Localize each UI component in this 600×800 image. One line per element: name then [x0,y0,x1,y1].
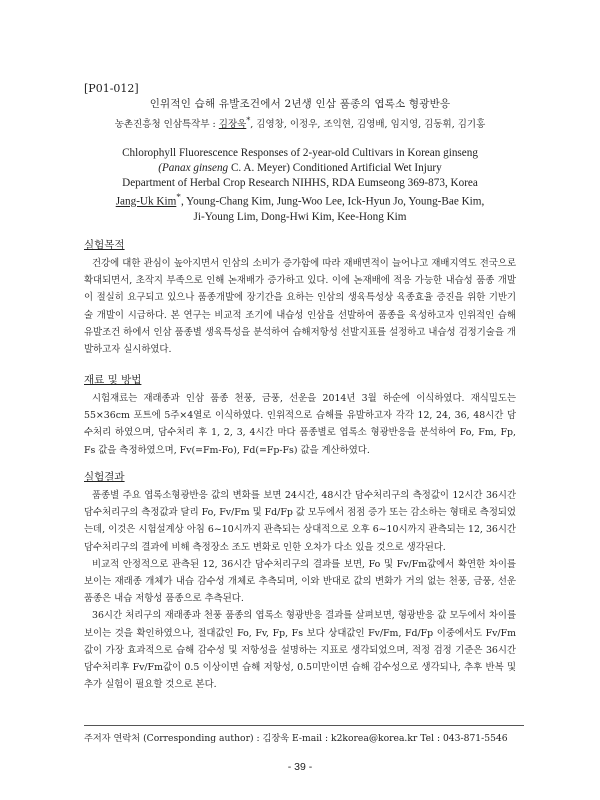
paragraph: 건강에 대한 관심이 높아지면서 인삼의 소비가 증가함에 따라 재배면적이 늘어나고 재배지역도 전국으로 확대되면서, 초작지 부족으로 인해 논재배가 증가하고 있다. 이에 논재배에 적응 가능한 내습성 품종 개발이 절실히 요구되고 있으나 품종개발에 장기간을 요하는 인삼의 생육특성상 육종효율 증진을 위한 기반기술 개발이 시급하다. 본 연구는 비교적 조기에 내습성 인삼을 선발하여 품종을 육성하고자 인위적인 습해 유발조건 하에서 인삼 품종별 생육특성을 분석하여 습해저항성 선발지표를 설정하고 내습성 검정기술을 개발하고자 실시하였다. [84,258,516,356]
corresponding-star: * [246,116,251,125]
paragraph: 품종별 주요 엽록소형광반응 값의 변화를 보면 24시간, 48시간 담수처리구의 측정값이 12시간 36시간 담수처리구의 측정값과 달리 Fo, Fv/Fm 및 Fd/Fp 값 모두에서 점점 증가 또는 감소하는 형태로 측정되었는데, 이것은 시험설계상 아침 6~10시까지 관측되는 상대적으로 오후 6~10시까지 관측되는 12, 36시간 담수처리구의 결과에 비해 측정장소 조도 변화로 인한 오차가 다소 있을 것으로 생각된다. [84,490,516,553]
section-purpose [84,237,516,358]
section-heading: 재료 및 방법 [84,374,142,386]
english-coauthors: , Young-Chang Kim, Jung-Woo Lee, Ick-Hyun Jo, Young-Bae Kim, [180,195,485,208]
korean-title: 인위적인 습해 유발조건에서 2년생 인삼 품종의 엽록소 형광반응 [149,98,451,110]
english-title-line-1: Chlorophyll Fluorescence Responses of 2-year-old Cultivars in Korean ginseng [122,147,478,159]
paragraph: 36시간 처리구의 재래종과 천풍 품종의 엽록소 형광반응 결과를 살펴보면, 형광반응 값 모두에서 차이를 보이는 것을 확인하였으나, 절대값인 Fo, Fv, Fp, Fs 보다 상대값인 Fv/Fm, Fd/Fp 이중에서도 Fv/Fm값이 가장 효과적으로 습해 감수성 및 저항성을 설명하는 지표로 생각되었으며, 적정 검정 기준은 36시간 담수처리후 Fv/Fm값이 0.5 이상이면 습해 저항성, 0.5미만이면 습해 감수성으로 생각되나, 추후 반복 및 추가 실험이 필요할 것으로 본다. [84,610,516,691]
paragraph: 비교적 안정적으로 관측된 12, 36시간 담수처리구의 결과를 보면, Fo 및 Fv/Fm값에서 확연한 차이를 보이는 재래종 개체가 내습 감수성 개체로 추측되며, 이와 반대로 값의 변화가 거의 없는 천풍, 금풍, 선운 품종은 내습 저항성 품종으로 추측된다. [84,558,516,605]
english-corresponding-star: * [176,193,181,203]
section-heading: 실험목적 [84,239,125,251]
abstract-code: [P01-012] [84,82,139,95]
korean-authors [0,116,600,130]
korean-affiliation: 농촌진흥청 인삼특작부 : [114,119,216,131]
korean-coauthors: , 김영창, 이정우, 조익현, 김영배, 임지영, 김동휘, 김기홍 [250,119,486,131]
english-title-line-2 [60,161,540,176]
section-methods [84,372,516,459]
english-title-italic: (Panax ginseng [158,162,229,174]
korean-main-author: 김장욱 [218,119,247,131]
page-number: - 39 - [287,761,313,773]
corresponding-author-footnote: 주저자 연락처 (Corresponding author) : 김장욱 E-mail : k2korea@korea.kr Tel : 043-871-5546 [84,733,508,744]
paragraph: 시험재료는 재래종과 인삼 품종 천풍, 금풍, 선운을 2014년 3월 하순에 이식하였다. 재식밀도는 55×36cm 포트에 5주×4열로 이식하였다. 인위적으로 습해를 유발하고자 각각 12, 24, 36, 48시간 담수처리 하였으며, 담수처리 후 1, 2, 3, 4시간 마다 품종별로 엽록소 형광반응을 분석하여 Fo, Fm, Fp, Fs 값을 측정하였으며, Fv(=Fm-Fo), Fd(=Fp-Fs) 값을 계산하였다. [84,393,516,456]
english-authors-line-2: Ji-Young Lim, Dong-Hwi Kim, Kee-Hong Kim [193,210,407,223]
english-header [60,146,540,225]
english-department: Department of Herbal Crop Research NIHHS, RDA Eumseong 369-873, Korea [122,177,478,189]
english-title-rest: C. A. Meyer) Conditioned Artificial Wet Injury [228,162,442,174]
section-results [84,469,516,693]
english-main-author: Jang-Uk Kim [115,195,177,208]
english-authors-line [60,191,540,210]
section-heading: 실험결과 [84,471,125,483]
footnote-divider [84,725,524,726]
